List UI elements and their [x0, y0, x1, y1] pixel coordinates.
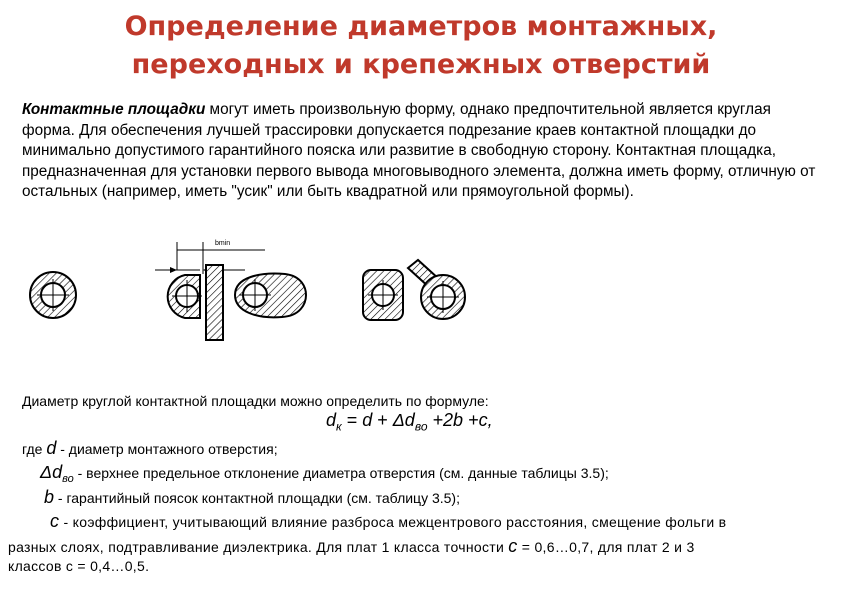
- formula-dk: d: [326, 410, 337, 430]
- sym-delta: Δd: [40, 462, 63, 482]
- intro-paragraph: [22, 100, 822, 203]
- extended-pad: [235, 274, 306, 318]
- trimmed-pad: [168, 265, 223, 340]
- sym-delta-sub: во: [62, 473, 74, 485]
- def-c-text: - коэффициент, учитывающий влияние разброса межцентрового расстояния, смещение фольги в: [59, 514, 727, 530]
- formula-intro: Диаметр круглой контактной площадки можно определить по формуле:: [22, 393, 489, 409]
- def-d: [22, 438, 278, 459]
- bmin-label: bmin: [215, 240, 231, 247]
- slide-title: [0, 8, 842, 84]
- diameter-formula: [326, 410, 493, 434]
- sym-b: b: [44, 487, 55, 507]
- pad-shapes-figure: [0, 230, 842, 390]
- def-c: [50, 511, 726, 532]
- formula-d: d: [362, 410, 373, 430]
- def-c-line3: классов c = 0,4…0,5.: [8, 558, 150, 574]
- key-term: Контактные площадки: [22, 101, 206, 118]
- where-word: где: [22, 441, 43, 457]
- def-c-line2: [8, 536, 695, 557]
- title-line-2: переходных и крепежных отверстий: [131, 49, 711, 80]
- def-c-line2b: = 0,6…0,7, для плат 2 и 3: [517, 539, 695, 555]
- def-c-line2a: разных слоях, подтравливание диэлектрика. Для плат 1 класса точности: [8, 539, 509, 555]
- round-pad: [30, 272, 76, 318]
- square-pad: [363, 270, 403, 320]
- sym-c-2: c: [508, 536, 518, 556]
- tabbed-pad: [408, 260, 465, 319]
- def-delta-text: - верхнее предельное отклонение диаметра отверстия (см. данные таблицы 3.5);: [73, 465, 609, 481]
- def-b-text: - гарантийный поясок контактной площадки (см. таблицу 3.5);: [54, 490, 460, 506]
- def-delta: [40, 462, 609, 485]
- paragraph-body: могут иметь произвольную форму, однако предпочтительной является круглая форма. Для обеспечения лучшей трассировки допускается подрезание краев контактной площадки до минимально допустимого гарантийного пояска или развитие в свободную сторону. Контактная площадка, предназначенная для установки первого вывода многовыводного элемента, должна иметь форму, отличную от остальных (например, иметь "усик" или быть квадратной или прямоугольной формы).: [22, 101, 816, 201]
- formula-delta: Δd: [392, 410, 415, 430]
- formula-dk-sub: к: [336, 419, 342, 434]
- formula-delta-sub: во: [414, 419, 428, 434]
- formula-eq: =: [341, 410, 363, 430]
- sym-c: c: [50, 511, 60, 531]
- formula-plus: +: [372, 410, 393, 430]
- sym-d: d: [46, 438, 57, 458]
- def-d-text: - диаметр монтажного отверстия;: [56, 441, 278, 457]
- title-line-1: Определение диаметров монтажных,: [124, 11, 718, 42]
- def-b: [44, 487, 460, 508]
- formula-rest: +2b +c,: [427, 410, 493, 430]
